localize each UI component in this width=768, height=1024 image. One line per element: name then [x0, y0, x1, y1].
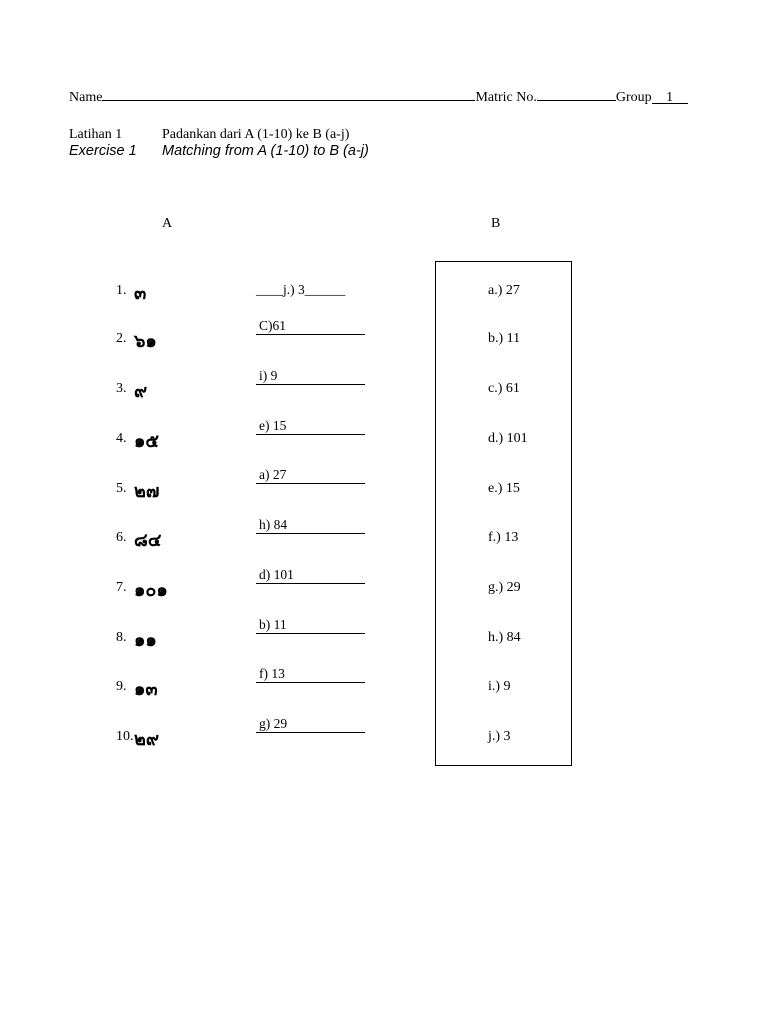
header-row	[69, 88, 688, 106]
answer-value: i) 9	[259, 368, 278, 383]
answer-value: h) 84	[259, 517, 288, 532]
item-number: 6.	[116, 530, 127, 545]
answer-field[interactable]: ____j.) 3______	[256, 282, 346, 297]
choice-item: a.) 27	[488, 283, 520, 298]
choice-item: d.) 101	[488, 431, 528, 446]
thai-numeral: ๑๑	[134, 630, 157, 651]
item-number: 3.	[116, 381, 127, 396]
thai-numeral: ๑๕	[134, 431, 160, 452]
thai-numeral: ๖๑	[134, 331, 157, 352]
thai-numeral: ๑๓	[134, 679, 158, 700]
thai-numeral: ๙	[134, 381, 148, 402]
choice-item: f.) 13	[488, 530, 519, 545]
column-b-heading: B	[491, 216, 501, 231]
matric-label: Matric No.	[475, 90, 537, 105]
answer-value: e) 15	[259, 418, 287, 433]
answer-value: a) 27	[259, 467, 287, 482]
answer-field[interactable]	[256, 319, 365, 335]
item-number: 7.	[116, 580, 127, 595]
answer-field[interactable]	[256, 468, 365, 484]
exercise-label: Exercise 1	[69, 143, 137, 159]
name-field[interactable]	[102, 88, 475, 101]
matric-field[interactable]	[537, 88, 616, 101]
choice-item: b.) 11	[488, 331, 521, 346]
item-number: 1.	[116, 283, 127, 298]
choice-item: e.) 15	[488, 481, 520, 496]
thai-numeral: ๒๙	[134, 729, 160, 750]
group-value: 1	[666, 90, 674, 105]
thai-numeral: ๒๗	[134, 481, 160, 502]
answer-field[interactable]	[256, 518, 365, 534]
answer-field[interactable]	[256, 568, 365, 584]
answer-field[interactable]	[256, 618, 365, 634]
answer-field[interactable]	[256, 717, 365, 733]
answer-value: g) 29	[259, 716, 288, 731]
choice-item: g.) 29	[488, 580, 521, 595]
thai-numeral: ๓	[134, 283, 147, 304]
answer-value: f) 13	[259, 666, 285, 681]
choice-item: i.) 9	[488, 679, 511, 694]
group-field[interactable]	[652, 91, 688, 104]
answer-value: b) 11	[259, 617, 287, 632]
item-number: 10.	[116, 729, 134, 744]
answer-field[interactable]	[256, 667, 365, 683]
name-label: Name	[69, 90, 103, 105]
thai-numeral: ๘๔	[134, 530, 162, 551]
exercise-text: Matching from A (1-10) to B (a-j)	[162, 143, 369, 159]
item-number: 9.	[116, 679, 127, 694]
latihan-label: Latihan 1	[69, 127, 123, 142]
thai-numeral: ๑๐๑	[134, 580, 168, 601]
choice-item: c.) 61	[488, 381, 520, 396]
answer-value: j.) 3	[283, 282, 305, 297]
answer-field[interactable]	[256, 419, 365, 435]
answer-value: d) 101	[259, 567, 294, 582]
column-a-heading: A	[162, 216, 173, 231]
group-label: Group	[615, 90, 652, 105]
item-number: 5.	[116, 481, 127, 496]
choice-item: h.) 84	[488, 630, 521, 645]
item-number: 4.	[116, 431, 127, 446]
item-number: 8.	[116, 630, 127, 645]
latihan-text: Padankan dari A (1-10) ke B (a-j)	[162, 127, 350, 142]
item-number: 2.	[116, 331, 127, 346]
answer-field[interactable]	[256, 369, 365, 385]
answer-value: C)61	[259, 318, 286, 333]
choice-item: j.) 3	[488, 729, 511, 744]
